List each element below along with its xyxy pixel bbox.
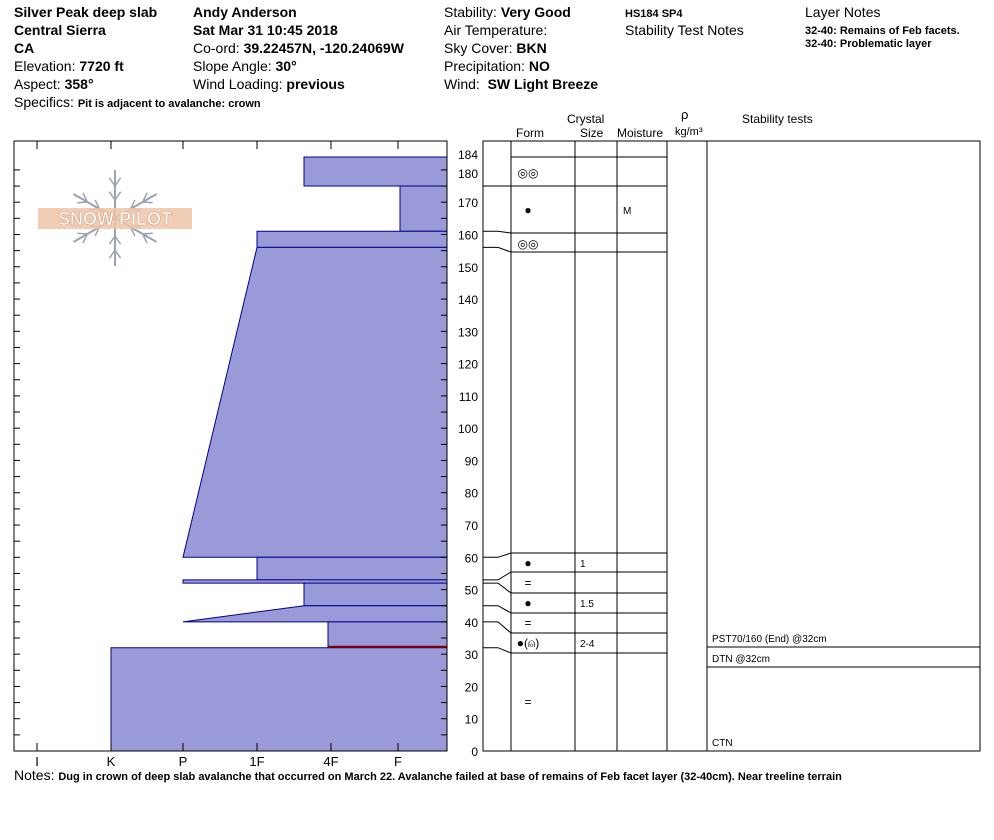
layer-connector — [483, 572, 511, 580]
crystal-form-symbol: = — [524, 576, 532, 590]
snowpilot-logo — [38, 170, 192, 266]
hardness-bar — [257, 557, 447, 580]
density-unit-header: kg/m³ — [675, 126, 703, 138]
hardness-bar — [328, 622, 447, 648]
depth-label: 30 — [464, 648, 478, 663]
location-name: Silver Peak deep slab — [14, 4, 158, 20]
size-header: Size — [580, 126, 604, 140]
sky-value: BKN — [516, 40, 547, 56]
stability-tests-panel — [707, 634, 980, 749]
layer-connector — [483, 553, 511, 557]
form-header: Form — [516, 126, 544, 140]
depth-label: 140 — [457, 293, 478, 308]
aspect-label: Aspect: — [14, 76, 61, 92]
hardness-bar — [304, 583, 447, 606]
depth-label: 10 — [464, 712, 478, 727]
wind-value: SW Light Breeze — [487, 76, 599, 92]
layer-note: 32-40: Problematic layer — [805, 38, 932, 50]
wind-loading-value: previous — [286, 76, 345, 92]
layer-note: 32-40: Remains of Feb facets. — [805, 25, 960, 37]
sky-label: Sky Cover: — [444, 40, 513, 56]
specifics-label: Specifics: — [14, 94, 74, 110]
notes-value: Dug in crown of deep slab avalanche that occurred on March 22. Avalanche failed at base of remains of Feb facet layer (32-40cm). Near treeline terrain — [58, 771, 842, 783]
elevation-value: 7720 ft — [79, 58, 124, 74]
crystal-size: 1 — [580, 559, 586, 570]
moisture-header: Moisture — [617, 126, 664, 140]
depth-label: 70 — [464, 519, 478, 534]
precip-value: NO — [528, 58, 550, 74]
logo-text: SNOW PILOT — [58, 209, 172, 229]
stability-tests-header: Stability tests — [742, 112, 813, 126]
wind-label: Wind: — [444, 76, 480, 92]
hardness-bar — [257, 231, 447, 247]
coord-label: Co-ord: — [193, 40, 240, 56]
stability-label: Stability: — [444, 4, 497, 20]
crystal-size: 1.5 — [580, 599, 594, 610]
notes-field — [14, 767, 842, 785]
crystal-form-symbol: ● — [524, 556, 532, 570]
stability-test: PST70/160 (End) @32cm — [712, 634, 827, 645]
range-name: Central Sierra — [14, 22, 106, 38]
depth-label: 110 — [458, 389, 478, 404]
air-temp-label: Air Temperature: — [444, 22, 548, 38]
stability-test: CTN — [712, 738, 733, 749]
depth-label: 180 — [457, 166, 478, 181]
layer-connector — [483, 622, 511, 633]
notes-label: Notes: — [14, 767, 55, 783]
layer-connector — [483, 583, 511, 593]
hardness-bar — [400, 186, 447, 231]
depth-label: 170 — [457, 196, 478, 211]
hs-sp: HS184 SP4 — [625, 8, 683, 20]
layer-connector — [483, 247, 511, 252]
depth-label: 20 — [464, 680, 478, 695]
slope-label: Slope Angle: — [193, 58, 272, 74]
coord-value: 39.22457N, -120.24069W — [243, 40, 404, 56]
hardness-tick-label: K — [106, 754, 116, 769]
crystal-form-symbol: ●(⍝) — [516, 636, 540, 650]
depth-label: 100 — [457, 422, 478, 437]
depth-label: 60 — [464, 551, 478, 566]
rho-header: ρ — [681, 107, 689, 122]
specifics-value: Pit is adjacent to avalanche: crown — [77, 98, 261, 110]
elevation-label: Elevation: — [14, 58, 76, 74]
state-name: CA — [14, 40, 35, 56]
depth-label: 184 — [457, 148, 478, 162]
observer-name: Andy Anderson — [193, 4, 297, 20]
hardness-tick-label: F — [394, 754, 402, 769]
depth-label: 130 — [457, 325, 478, 340]
crystal-form-symbol: ● — [524, 203, 532, 217]
crystal-form-symbol: = — [524, 616, 532, 630]
crystal-header: Crystal — [567, 112, 605, 126]
crystal-size: 2-4 — [580, 639, 595, 650]
depth-label: 80 — [464, 486, 478, 501]
observation-datetime: Sat Mar 31 10:45 2018 — [193, 22, 338, 38]
layer-connector — [483, 606, 511, 613]
slope-value: 30° — [275, 58, 297, 74]
hardness-bar — [304, 157, 447, 186]
hardness-tick-label: 1F — [249, 754, 265, 769]
hardness-bar — [111, 648, 447, 751]
hardness-bars — [111, 157, 447, 751]
layer-connector — [483, 648, 511, 653]
hardness-tick-label: I — [35, 754, 39, 769]
layer-notes-title: Layer Notes — [805, 4, 881, 20]
precip-label: Precipitation: — [444, 58, 525, 74]
snowflake-branch — [77, 202, 87, 203]
layer-connector — [483, 231, 511, 233]
crystal-form-symbol: = — [524, 695, 532, 709]
depth-label: 50 — [464, 583, 478, 598]
depth-label: 40 — [464, 615, 478, 630]
moisture-value: M — [623, 206, 632, 217]
crystal-form-symbol: ◎◎ — [517, 237, 539, 251]
stability-test-notes: Stability Test Notes — [625, 22, 744, 38]
depth-label: 90 — [464, 454, 478, 469]
hardness-tick-label: 4F — [323, 754, 339, 769]
crystal-form-symbol: ◎◎ — [517, 166, 539, 180]
depth-axis — [458, 148, 478, 759]
snowflake-branch — [143, 202, 153, 203]
hardness-tick-label: P — [178, 754, 188, 769]
hardness-bar — [183, 606, 447, 622]
depth-label: 150 — [457, 260, 478, 275]
aspect-value: 358° — [64, 76, 94, 92]
snowflake-branch — [143, 233, 153, 234]
hardness-bar — [183, 247, 447, 557]
depth-label: 120 — [457, 357, 478, 372]
stability-value: Very Good — [500, 4, 571, 20]
stability-test: DTN @32cm — [712, 654, 770, 665]
snowflake-branch — [77, 233, 87, 234]
depth-label: 0 — [471, 745, 478, 759]
depth-label: 160 — [457, 228, 478, 243]
crystal-form-symbol: ● — [524, 596, 532, 610]
wind-loading-label: Wind Loading: — [193, 76, 283, 92]
